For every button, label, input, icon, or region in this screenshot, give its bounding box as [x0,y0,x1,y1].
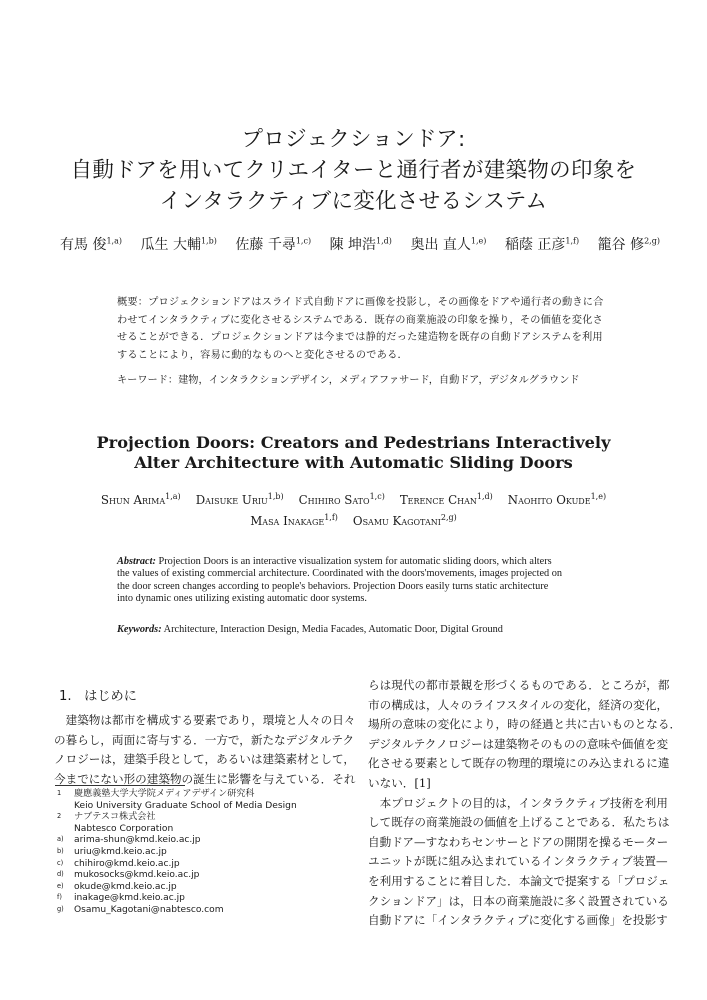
japanese-author [505,234,579,254]
footnote-mark [57,824,74,836]
body-line: ユニットが既に組み込まれているインタラクティブ装置— [368,854,668,869]
affiliation-mark: 1,d) [476,492,493,501]
body-line: 市の構成は，人々のライフスタイルの変化，経済の変化， [368,697,669,712]
footnote-text: Nabtesco Corporation [74,823,174,834]
english-abstract-line: into dynamic ones utilizing existing automatic door systems. [117,592,367,604]
footnote-row [57,835,297,847]
footnote-row [57,789,297,801]
english-title-line: Alter Architecture with Automatic Sliding Doors [134,453,573,472]
japanese-author [330,234,392,254]
author-name: 瓜生 大輔 [140,237,201,253]
author-name: 陳 坤浩 [329,237,377,253]
english-author-line [40,488,667,509]
section-number: 1. [59,689,72,704]
footnote-mark: 2 [57,812,62,821]
body-line: の暮らし，両面に寄与する．一方で，新たなデジタルテク [54,732,355,747]
body-line: 本プロジェクトの目的は，インタラクティブ技術を利用 [368,795,668,810]
japanese-title-line: 自動ドアを用いてクリエイターと通行者が建築物の印象を [70,158,637,183]
body-line: 自動ドア—すなわちセンサーとドアの開閉を操るモーター [368,834,669,849]
footnote-text: ナブテスコ株式会社 [74,812,156,823]
footnote-row [57,812,297,824]
affiliation-mark: 2,g) [440,512,457,522]
japanese-author [235,234,311,254]
affiliation-mark: 1,e) [470,236,487,246]
english-abstract [117,556,627,605]
footnotes [57,789,297,917]
footnote-email: uriu@kmd.keio.ac.jp [74,846,167,857]
footnote-mark: 1 [57,789,62,797]
footnote-mark: b) [57,846,64,855]
english-title [40,433,667,473]
affiliation-mark: 1,e) [590,492,607,501]
japanese-author [60,234,122,254]
affiliation-mark: 1,a) [106,236,122,246]
english-abstract-line: the values of existing commercial architecture. Coordinated with the doors'movements, images projected on [117,568,563,580]
author-name: 籠谷 修 [597,237,645,253]
english-abstract-line: the door screen changes according to people's behaviors. Projection Doors easily turns static architecture [117,580,549,592]
body-line: 今までにない形の建築物の誕生に影響を与えている．それ [54,771,356,786]
author-name: 有馬 俊 [60,237,107,253]
footnote-mark: g) [57,904,64,913]
japanese-abstract-line: することにより，容易に動的なものへと変化させるのである． [117,349,408,361]
japanese-title-line: プロジェクションドア: [241,127,466,152]
footnote-row [57,893,297,905]
footnote-mark: d) [57,870,64,879]
footnote-email: arima-shun@kmd.keio.ac.jp [74,835,201,846]
author-name: Chihiro Sato [298,492,370,507]
english-author-line [40,509,667,530]
author-name: 稲蔭 正彦 [504,237,566,253]
footnote-row [57,847,297,859]
section-heading [59,685,137,704]
body-line: らは現代の都市景観を形づくるものである．ところが，都 [368,678,670,692]
body-line: クションドア」は，日本の商業施設に多く設置されている [368,893,669,908]
body-line: いない．[1] [368,775,431,790]
japanese-abstract [117,294,649,364]
footnote-row [57,882,297,894]
footnote-mark: a) [57,835,64,844]
affiliation-mark: 1,c) [295,236,312,246]
keywords-text: Architecture, Interaction Design, Media Facades, Automatic Door, Digital Ground [161,624,503,635]
author-name: Shun Arima [100,492,166,507]
affiliation-mark: 1,d) [376,236,392,246]
footnote-row [57,870,297,882]
author-name: 奥出 直人 [410,237,471,253]
english-author-list [40,488,667,530]
body-line: デジタルテクノロジーは建築物そのものの意味や価値を変 [368,736,669,751]
section-title: はじめに [84,689,137,704]
japanese-abstract-line: わせてインタラクティブに変化させるシステムである．既存の商業施設の印象を操り，その価値を変化さ [117,314,603,326]
japanese-author [410,234,486,254]
affiliation-mark: 1,f) [324,512,338,522]
affiliation-mark: 1,b) [267,492,284,501]
footnote-row [57,905,297,917]
footnote-mark: f) [57,893,62,902]
footnote-text: 慶應義塾大学大学院メディアデザイン研究科 [74,789,255,799]
affiliation-mark: 1,f) [565,236,580,246]
author-name: 佐藤 千尋 [235,237,296,253]
footnote-email: mukosocks@kmd.keio.ac.jp [74,870,200,881]
abstract-label: Abstract: [117,556,156,567]
japanese-abstract-line: せることができる．プロジェクションドアは今までは静的だった建造物を既存の自動ドアシステムを利用 [117,332,603,344]
japanese-keywords: キーワード：建物，インタラクションデザイン，メディアファサード，自動ドア，デジタルグラウンド [117,375,580,386]
author-name: Osamu Kagotani [352,513,441,528]
footnote-row [57,859,297,871]
english-title-line: Projection Doors: Creators and Pedestrians Interactively [96,433,611,452]
author-name: Masa Inakage [250,513,325,528]
author-name: Daisuke Uriu [195,492,268,507]
author-name: Naohito Okude [507,492,591,507]
japanese-title [40,124,667,217]
footnote-email: Osamu_Kagotani@nabtesco.com [74,904,224,915]
affiliation-mark: 1,b) [200,236,217,246]
footnote-email: chihiro@kmd.keio.ac.jp [74,858,180,869]
japanese-author [598,234,660,254]
english-keywords [117,624,503,635]
body-line: ノロジーは，建築手段として，あるいは建築素材として， [54,752,355,767]
right-column-body [368,676,682,931]
author-name: Terence Chan [399,492,477,507]
body-line: 場所の意味の変化により，時の経過と共に古いものとなる． [368,717,682,732]
affiliation-mark: 2,g) [644,236,660,246]
footnote-mark: c) [57,858,64,867]
japanese-abstract-line: 概要：プロジェクションドアはスライド式自動ドアに画像を投影し，その画像をドアや通行者の動きに合 [117,297,604,308]
body-line: 自動ドアに「インタラクティブに変化する画像」を投影す [368,913,668,928]
affiliation-mark: 1,a) [165,492,181,501]
footnote-row [57,801,297,813]
japanese-author-list [60,234,660,254]
japanese-author [141,234,217,254]
footnote-email: okude@kmd.keio.ac.jp [74,881,177,892]
body-line: 化させる要素として既存の物理的環境にのみ込まれるに違 [368,756,670,771]
abstract-text: Projection Doors is an interactive visualization system for automatic sliding doors, which alters [155,556,552,567]
footnote-text: Keio University Graduate School of Media Design [74,800,297,811]
footnote-mark [57,801,74,813]
left-column-body [54,711,356,789]
footnote-email: inakage@kmd.keio.ac.jp [74,893,185,904]
footnote-divider [55,785,185,786]
body-line: して既存の商業施設の価値を上げることである．私たちは [368,815,670,830]
footnote-mark: e) [57,881,64,890]
japanese-title-line: インタラクティブに変化させるシステム [159,189,548,214]
english-abstract-line [117,556,627,568]
affiliation-mark: 1,c) [369,492,385,501]
body-line: 建築物は都市を構成する要素であり，環境と人々の日々 [54,713,356,727]
footnote-row [57,824,297,836]
body-line: を利用することに着目した．本論文で提案する「プロジェ [368,873,670,888]
keywords-label: Keywords: [117,624,162,635]
